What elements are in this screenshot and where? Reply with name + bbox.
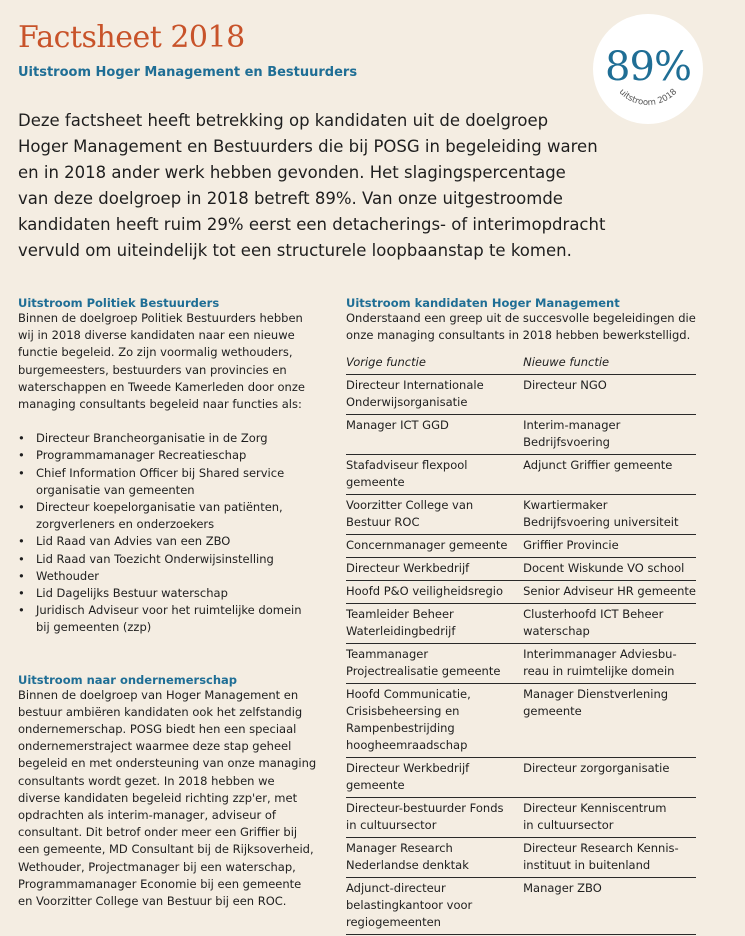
list-item-text: • Lid Dagelijks Bestuur waterschap — [36, 586, 228, 601]
table-row — [346, 558, 696, 581]
new-function-cell — [523, 644, 696, 684]
paragraph-line: een gemeente, MD Consultant bij de Rijksoverheid, — [18, 842, 314, 857]
list-item — [18, 533, 318, 550]
cell-line: Hoofd Communicatie, — [346, 687, 471, 702]
paragraph-line: managing consultants begeleid naar functies als: — [18, 397, 302, 412]
politiek-paragraph — [18, 310, 318, 413]
list-item-text: • Juridisch Adviseur voor het ruimtelijke domein — [36, 603, 302, 618]
list-item-text: • Programmamanager Recreatieschap — [36, 448, 247, 463]
paragraph-line: diverse kandidaten begeleid richting zzp'er, met — [18, 790, 298, 805]
paragraph-line: wij in 2018 diverse kandidaten naar een nieuwe — [18, 328, 295, 343]
success-rate-badge — [593, 14, 703, 124]
cell-line: Stafadviseur flexpool — [346, 458, 468, 473]
cell-line: Directeur NGO — [523, 378, 607, 393]
paragraph-line: Binnen de doelgroep van Hoger Management en — [18, 687, 299, 702]
cell-line: hoogheemraadschap — [346, 738, 468, 753]
paragraph-line: onze managing consultants in 2018 hebben bewerkstelligd. — [346, 328, 691, 343]
list-item — [18, 568, 318, 585]
cell-line: Teamleider Beheer — [346, 607, 454, 622]
list-item-text: • Directeur koepelorganisatie van patiënten, — [36, 500, 283, 515]
paragraph-line: consultants wordt gezet. In 2018 hebben we — [18, 773, 275, 788]
management-paragraph — [346, 310, 696, 344]
cell-line: Bestuur ROC — [346, 515, 420, 530]
cell-line: Directeur-bestuurder Fonds — [346, 801, 504, 816]
paragraph-line: Wethouder, Projectmanager bij een waterschap, — [18, 859, 296, 874]
cell-line: gemeente — [346, 778, 405, 793]
col-header-previous: Vorige functie — [346, 352, 523, 375]
table-row — [346, 758, 696, 798]
paragraph-line: functie begeleid. Zo zijn voormalig wethouders, — [18, 345, 293, 360]
list-item — [18, 430, 318, 447]
paragraph-line: burgemeesters, bestuurders van provincies en — [18, 362, 287, 377]
list-item — [18, 551, 318, 568]
paragraph-line: Onderstaand een greep uit de succesvolle begeleidingen die — [346, 311, 696, 325]
cell-line: Manager ZBO — [523, 881, 602, 896]
management-heading: Uitstroom kandidaten Hoger Management — [346, 296, 620, 310]
table-row — [346, 684, 696, 758]
cell-line: Senior Adviseur HR gemeente — [523, 584, 696, 599]
cell-line: regiogemeenten — [346, 915, 441, 930]
cell-line: Bedrijfsvoering universiteit — [523, 515, 679, 530]
previous-function-cell — [346, 838, 523, 878]
paragraph-line: en Voorzitter College van Bestuur bij een ROC. — [18, 894, 287, 909]
previous-function-cell — [346, 495, 523, 535]
cell-line: belastingkantoor voor — [346, 898, 473, 913]
cell-line: Waterleidingbedrijf — [346, 624, 456, 639]
paragraph-line: Binnen de doelgroep Politiek Bestuurders hebben — [18, 311, 303, 325]
previous-function-cell — [346, 375, 523, 415]
list-item — [18, 585, 318, 602]
new-function-cell — [523, 758, 696, 798]
previous-function-cell — [346, 455, 523, 495]
table-row — [346, 581, 696, 604]
cell-line: Crisisbeheersing en — [346, 704, 460, 719]
success-rate-value: 89% — [605, 44, 691, 90]
table-row — [346, 604, 696, 644]
ondernemerschap-paragraph — [18, 687, 318, 911]
paragraph-line: bestuur ambiëren kandidaten ook het zelfstandig — [18, 704, 303, 719]
new-function-cell — [523, 495, 696, 535]
cell-line: Manager Research — [346, 841, 453, 856]
cell-line: waterschap — [523, 624, 590, 639]
cell-line: Directeur Internationale — [346, 378, 484, 393]
svg-text:uitstroom 2018 — [617, 87, 679, 108]
table-row — [346, 535, 696, 558]
list-item-text: • Wethouder — [36, 568, 99, 583]
cell-line: Clusterhoofd ICT Beheer — [523, 607, 664, 622]
new-function-cell — [523, 604, 696, 644]
cell-line: Projectrealisatie gemeente — [346, 664, 501, 679]
intro-paragraph — [18, 108, 608, 264]
previous-function-cell — [346, 758, 523, 798]
table-row — [346, 415, 696, 455]
paragraph-line: consultant. Dit betrof onder meer een Griffier bij — [18, 825, 298, 840]
politiek-function-list — [18, 430, 318, 636]
table-row — [346, 878, 696, 935]
table-header-row — [346, 352, 696, 375]
new-function-cell — [523, 415, 696, 455]
cell-line: Onderwijsorganisatie — [346, 395, 468, 410]
previous-function-cell — [346, 644, 523, 684]
previous-function-cell — [346, 581, 523, 604]
cell-line: gemeente — [523, 704, 582, 719]
previous-function-cell — [346, 684, 523, 758]
success-rate-label: uitstroom 2018 — [616, 87, 680, 109]
list-item — [18, 465, 318, 499]
paragraph-line: ondernemerstraject waarmee deze stap geheel — [18, 739, 292, 754]
politiek-heading: Uitstroom Politiek Bestuurders — [18, 296, 220, 310]
list-item-text: • Directeur Brancheorganisatie in de Zorg — [36, 431, 268, 446]
table-row — [346, 644, 696, 684]
list-item-text: organisatie van gemeenten — [36, 482, 195, 497]
previous-function-cell — [346, 415, 523, 455]
paragraph-line: ondernemerschap. POSG biedt hen een speciaal — [18, 722, 297, 737]
list-item — [18, 602, 318, 636]
cell-line: Interimmanager Adviesbu- — [523, 647, 677, 662]
intro-line: Deze factsheet heeft betrekking op kandidaten uit de doelgroep — [18, 111, 549, 130]
new-function-cell — [523, 535, 696, 558]
intro-line: Hoger Management en Bestuurders die bij POSG in begeleiding waren — [18, 137, 598, 156]
ondernemerschap-heading: Uitstroom naar ondernemerschap — [18, 672, 238, 687]
cell-line: Directeur zorgorganisatie — [523, 761, 670, 776]
paragraph-line: waterschappen en Tweede Kamerleden door onze — [18, 379, 305, 394]
cell-line: Interim-manager — [523, 418, 621, 433]
paragraph-line: Programmamanager Economie bij een gemeente — [18, 876, 302, 891]
cell-line: Bedrijfsvoering — [523, 435, 610, 450]
cell-line: Teammanager — [346, 647, 429, 662]
cell-line: in cultuursector — [523, 818, 614, 833]
previous-function-cell — [346, 535, 523, 558]
table-row — [346, 375, 696, 415]
right-column — [346, 296, 696, 935]
cell-line: Concernmanager gemeente — [346, 538, 508, 553]
new-function-cell — [523, 684, 696, 758]
page-subtitle: Uitstroom Hoger Management en Bestuurders — [18, 65, 358, 80]
table-row — [346, 455, 696, 495]
list-item-text: • Lid Raad van Toezicht Onderwijsinstelling — [36, 551, 274, 566]
cell-line: Nederlandse denktak — [346, 858, 469, 873]
cell-line: Manager Dienstverlening — [523, 687, 669, 702]
cell-line: Hoofd P&O veiligheidsregio — [346, 584, 504, 599]
cell-line: Directeur Werkbedrijf — [346, 761, 470, 776]
cell-line: Directeur Kenniscentrum — [523, 801, 667, 816]
cell-line: Kwartiermaker — [523, 498, 608, 513]
function-table — [346, 352, 696, 935]
success-rate-label-arc — [593, 14, 703, 124]
table-row — [346, 798, 696, 838]
previous-function-cell — [346, 604, 523, 644]
cell-line: instituut in buitenland — [523, 858, 651, 873]
cell-line: Manager ICT GGD — [346, 418, 449, 433]
col-header-new: Nieuwe functie — [523, 352, 696, 375]
cell-line: Griffier Provincie — [523, 538, 619, 553]
list-item — [18, 447, 318, 464]
cell-line: Rampenbestrijding — [346, 721, 455, 736]
cell-line: Adjunct-directeur — [346, 881, 446, 896]
new-function-cell — [523, 838, 696, 878]
list-item-text: • Lid Raad van Advies van een ZBO — [36, 534, 231, 549]
cell-line: Voorzitter College van — [346, 498, 474, 513]
new-function-cell — [523, 798, 696, 838]
new-function-cell — [523, 455, 696, 495]
list-item — [18, 499, 318, 533]
intro-line: vervuld om uiteindelijk tot een structurele loopbaanstap te komen. — [18, 241, 572, 260]
previous-function-cell — [346, 798, 523, 838]
cell-line: Adjunct Griffier gemeente — [523, 458, 673, 473]
left-column — [18, 296, 318, 910]
table-row — [346, 495, 696, 535]
new-function-cell — [523, 558, 696, 581]
paragraph-line: opdrachten als interim-manager, adviseur of — [18, 808, 276, 823]
list-item-text: • Chief Information Officer bij Shared service — [36, 465, 285, 480]
cell-line: gemeente — [346, 475, 405, 490]
page-title: Factsheet 2018 — [18, 20, 245, 55]
intro-line: en in 2018 ander werk hebben gevonden. Het slagingspercentage — [18, 163, 566, 182]
table-row — [346, 838, 696, 878]
new-function-cell — [523, 581, 696, 604]
cell-line: Directeur Research Kennis- — [523, 841, 679, 856]
cell-line: reau in ruimtelijke domein — [523, 664, 675, 679]
intro-line: van deze doelgroep in 2018 betreft 89%. Van onze uitgestroomde — [18, 189, 563, 208]
cell-line: in cultuursector — [346, 818, 437, 833]
cell-line: Docent Wiskunde VO school — [523, 561, 685, 576]
intro-line: kandidaten heeft ruim 29% eerst een detacherings- of interimopdracht — [18, 215, 606, 234]
paragraph-line: begeleid en met ondersteuning van onze managing — [18, 756, 317, 771]
cell-line: Directeur Werkbedrijf — [346, 561, 470, 576]
new-function-cell — [523, 878, 696, 935]
list-item-text: zorgverleners en onderzoekers — [36, 517, 215, 532]
new-function-cell — [523, 375, 696, 415]
list-item-text: bij gemeenten (zzp) — [36, 620, 152, 635]
previous-function-cell — [346, 558, 523, 581]
previous-function-cell — [346, 878, 523, 935]
